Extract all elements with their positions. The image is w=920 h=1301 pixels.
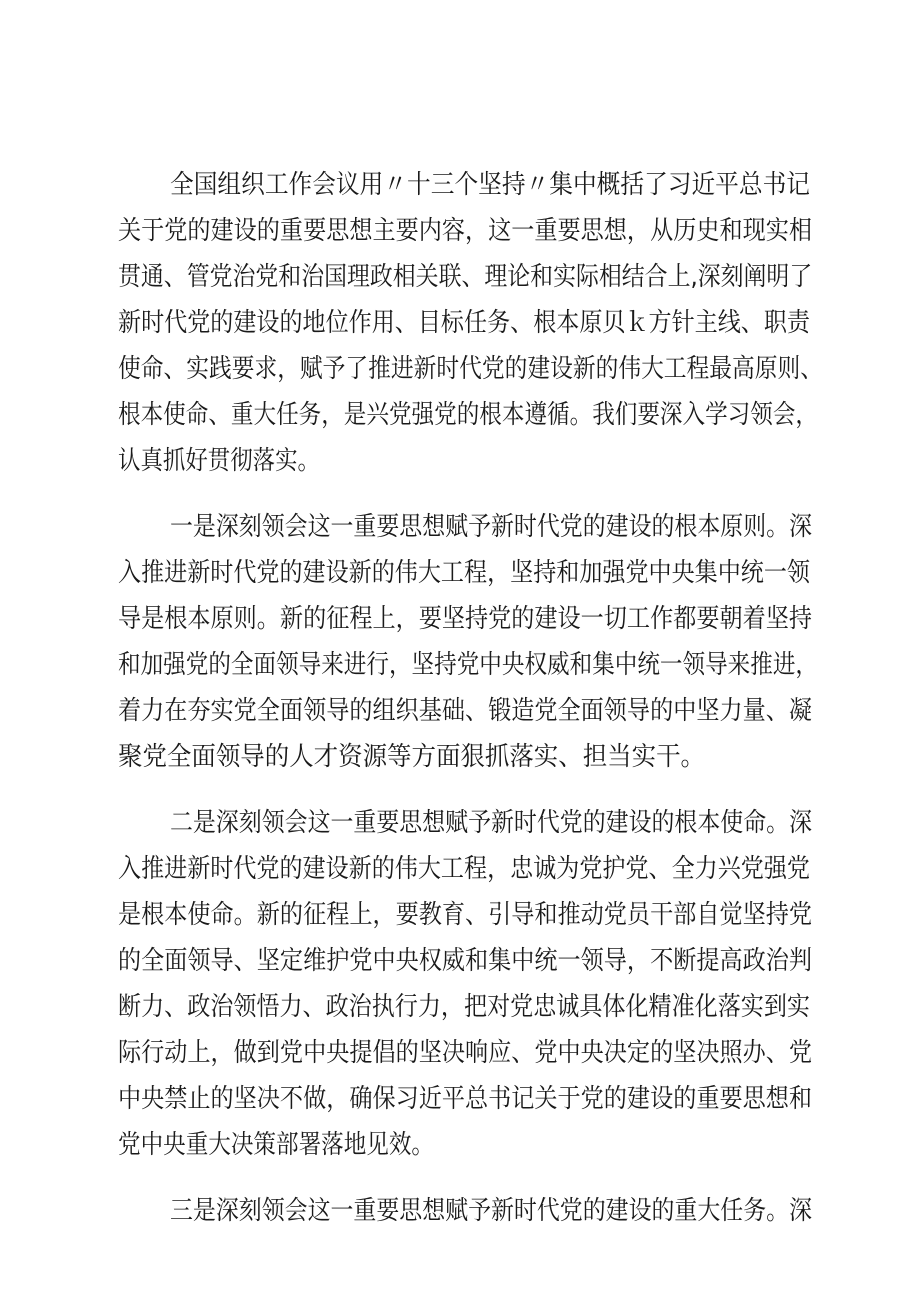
text-line: 认真抓好贯彻落实。 <box>118 446 321 476</box>
text-line: 新时代党的建设的地位作用、目标任务、根本原贝ｋ方针主线、职责 <box>118 308 811 338</box>
text-line: 是根本使命。新的征程上，要教育、引导和推动党员干部自觉坚持党 <box>118 900 813 930</box>
text-line: 导是根本原则。新的征程上，要坚持党的建设一切工作都要朝着坚持 <box>118 604 813 634</box>
text-line: 着力在夯实党全面领导的组织基础、锻造党全面领导的中坚力量、凝 <box>118 696 813 726</box>
text-line: 的全面领导、坚定维护党中央权威和集中统一领导，不断提高政治判 <box>118 946 813 976</box>
text-line: 和加强党的全面领导来进行，坚持党中央权威和集中统一领导来推进， <box>118 650 819 680</box>
text-line: 入推进新时代党的建设新的伟大工程，忠诚为党护党、全力兴党强党 <box>118 854 811 884</box>
text-line: 中央禁止的坚决不做，确保习近平总书记关于党的建设的重要思想和 <box>118 1084 813 1114</box>
text-line: 二是深刻领会这一重要思想赋予新时代党的建设的根本使命。深 <box>170 808 813 838</box>
text-line: 三是深刻领会这一重要思想赋予新时代党的建设的重大任务。深 <box>170 1196 813 1226</box>
text-line: 使命、实践要求，赋予了推进新时代党的建设新的伟大工程最高原则、 <box>118 354 824 384</box>
text-line: 聚党全面领导的人才资源等方面狠抓落实、担当实干。 <box>118 742 706 772</box>
text-line: 全国组织工作会议用〃十三个坚持〃集中概括了习近平总书记 <box>170 170 811 200</box>
text-line: 断力、政治领悟力、政治执行力，把对党忠诚具体化精准化落实到实 <box>118 992 811 1022</box>
text-line: 入推进新时代党的建设新的伟大工程，坚持和加强党中央集中统一领 <box>118 558 811 588</box>
text-line: 根本使命、重大任务，是兴党强党的根本遵循。我们要深入学习领会， <box>118 400 819 430</box>
text-line: 关于党的建设的重要思想主要内容，这一重要思想，从历史和现实相 <box>118 216 813 246</box>
text-line: 党中央重大决策部署落地见效。 <box>118 1130 435 1160</box>
text-line: 一是深刻领会这一重要思想赋予新时代党的建设的根本原则。深 <box>170 512 813 542</box>
text-line: 际行动上，做到党中央提倡的坚决响应、党中央决定的坚决照办、党 <box>118 1038 813 1068</box>
text-line: 贯通、管党治党和治国理政相关联、理论和实际相结合上,深刻阐明了 <box>118 262 813 292</box>
